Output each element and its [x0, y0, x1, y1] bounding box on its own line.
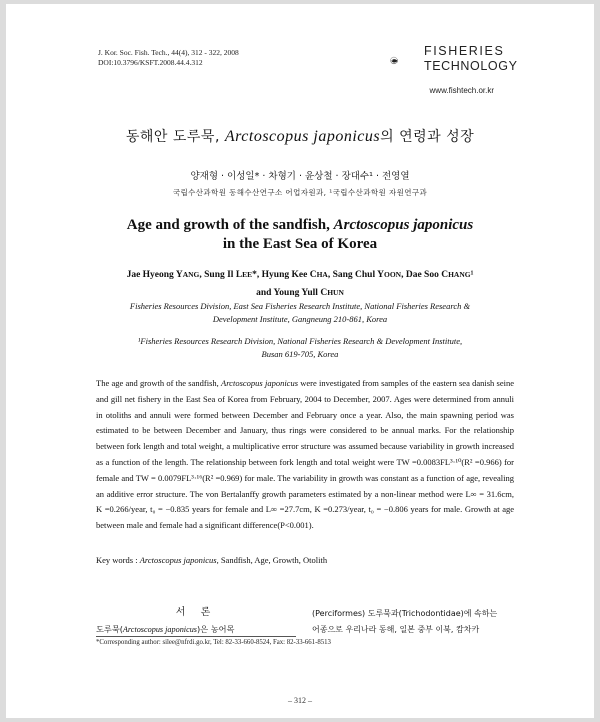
keywords-list: , Sandfish, Age, Growth, Otolith [216, 555, 328, 565]
english-authors-line1 [6, 266, 594, 284]
korean-title-species: Arctoscopus japonicus [224, 128, 381, 145]
author-segment: ¹ [470, 270, 474, 280]
author-segment: HANG [448, 270, 471, 279]
affiliation-1-line1: Fisheries Resources Division, East Sea Fisheries Research Institute, National Fisheries Research & [129, 301, 471, 311]
section-heading: 서 론 [175, 607, 217, 618]
affiliation-2 [66, 335, 534, 361]
english-title-line2: in the East Sea of Korea [222, 236, 378, 252]
intro-left-column [96, 605, 296, 638]
abstract-text-pre: The age and growth of the sandfish, [96, 378, 221, 388]
abstract-species: Arctoscopus japonicus [221, 378, 299, 388]
intro-right-line1: (Perciformes) 도루묵과(Trichodontidae)에 속하는 [312, 609, 498, 618]
author-line2-cap: C [320, 288, 328, 298]
english-title-pre: Age and growth of the sandfish, [126, 217, 334, 233]
footnote-divider [96, 636, 296, 637]
english-authors [6, 266, 594, 302]
keywords [96, 555, 327, 565]
korean-title-post: 의 연령과 성장 [380, 129, 475, 145]
author-segment: HA [316, 270, 328, 279]
author-segment: C [309, 270, 317, 280]
author-segment: Y [175, 270, 183, 280]
intro-right-column [312, 606, 522, 638]
korean-title-pre: 동해안 도루묵, [125, 129, 225, 145]
affiliation-2-line1: ¹Fisheries Resources Research Division, National Fisheries Research & Development Institute, [137, 336, 463, 346]
journal-doi: DOI:10.3796/KSFT.2008.44.4.312 [98, 58, 203, 67]
affiliation-1-line2: Development Institute, Gangneung 210-861, Korea [212, 314, 388, 324]
author-segment: EE [242, 270, 253, 279]
english-title [6, 216, 594, 254]
english-title-species: Arctoscopus japonicus [333, 217, 474, 233]
korean-title [6, 126, 594, 146]
author-line2-pre: and Young Yull [256, 288, 321, 298]
corresponding-author-footnote: *Corresponding author: silee@nfrdi.go.kr, Tel: 82-33-660-8524, Fax: 82-33-661-8513 [96, 639, 331, 646]
author-segment: , Sung Il [199, 270, 236, 280]
author-segment: ANG [182, 270, 200, 279]
author-segment: *, Hyung Kee [252, 270, 310, 280]
journal-citation: J. Kor. Soc. Fish. Tech., 44(4), 312 - 322, 2008 [98, 48, 239, 57]
journal-citation-block [98, 48, 239, 68]
author-segment: , Dae Soo [401, 270, 442, 280]
author-segment: OON [383, 270, 402, 279]
author-segment: C [441, 270, 449, 280]
paper-page [6, 4, 594, 718]
intro-right-line2: 어종으로 우리나라 동해, 일본 중부 이북, 캄차카 [312, 625, 480, 634]
fish-emblem-icon [390, 44, 424, 78]
author-segment: Y [377, 270, 384, 280]
logo-line2: TECHNOLOGY [424, 59, 518, 73]
author-segment: , Sang Chul [327, 270, 378, 280]
keywords-label: Key words : [96, 555, 140, 565]
intro-left-post: )은 농어목 [196, 624, 235, 634]
journal-url[interactable]: www.fishtech.or.kr [429, 86, 494, 95]
logo-line1: FISHERIES [424, 44, 505, 58]
affiliation-2-line2: Busan 619-705, Korea [261, 349, 339, 359]
intro-left-pre: 도루묵( [96, 624, 123, 634]
page-number: – 312 – [288, 696, 312, 705]
abstract [96, 376, 514, 534]
intro-left-species: Arctoscopus japonicus [122, 625, 197, 634]
author-segment: L [235, 270, 243, 280]
korean-authors: 양재형 · 이성일* · 차형기 · 윤상철 · 장대수¹ · 전영열 [190, 171, 410, 182]
keywords-species: Arctoscopus japonicus [139, 555, 217, 565]
abstract-text-post: were investigated from samples of the eastern sea danish seine and gill net fishery in the East Sea of Korea from February, 2004 to December, 2007. Ages were determined from annuli in otoliths and annuli were formed between December and February once a year. Also, the main spawning period was estimated to be between December and January, thus rings were considered to be annual marks. For the relationship between fork length and total weight, a multiplicative error structure was assumed because variability in growth increased as a function of the length. The relationship between fork length and total weight were TW =0.0083FL³·¹⁰(R² =0.966) for female and TW = 0.0079FL³·¹⁶(R² =0.969) for male. The variability in growth was constant as a function of age, revealing an additive error structure. The von Bertalanffy growth parameters estimated by a non-linear method were L∞ = 31.6cm, K =0.266/year, t₀ = −0.835 years for female and L∞ =27.7cm, K =0.273/year, t₀ = −0.806 years for male. Growth at age between male and female had a significant difference(P<0.001). [96, 378, 514, 531]
korean-affiliation: 국립수산과학원 동해수산연구소 어업자원과, ¹국립수산과학원 자원연구과 [172, 188, 428, 197]
affiliation-1 [66, 300, 534, 326]
author-line2-smallcaps: HUN [327, 288, 344, 297]
author-segment: Jae Hyeong [126, 270, 176, 280]
